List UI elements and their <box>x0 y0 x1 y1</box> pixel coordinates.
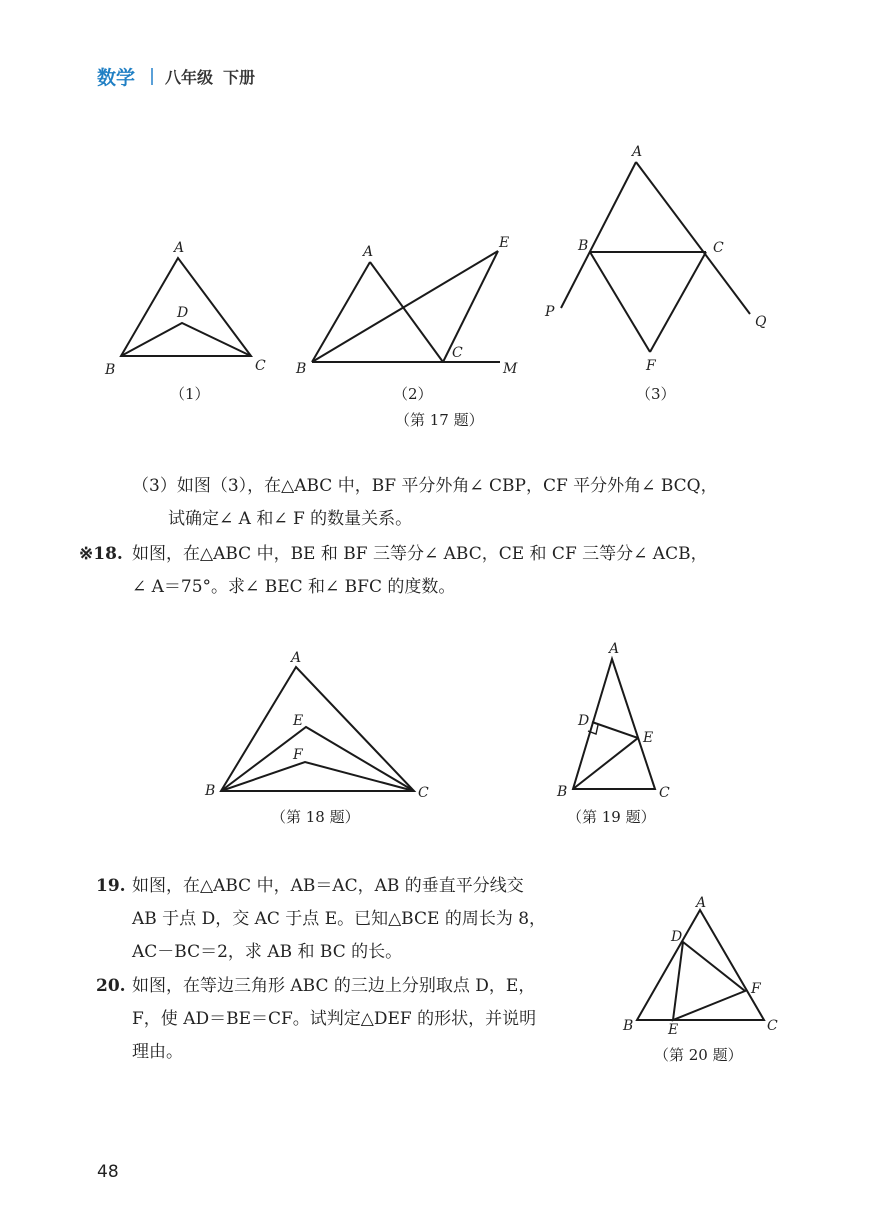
label-a: A <box>174 240 185 256</box>
question-18-line-2: ∠ A＝75°。求∠ BEC 和∠ BFC 的度数。 <box>132 577 456 597</box>
label-b: B <box>623 1018 634 1034</box>
question-17-part-3-line-2: 试确定∠ A 和∠ F 的数量关系。 <box>168 509 413 529</box>
label-a: A <box>696 895 707 911</box>
label-e: E <box>643 730 654 746</box>
question-18-line-1: 如图，在△ABC 中，BE 和 BF 三等分∠ ABC，CE 和 CF 三等分∠ ACB， <box>132 544 708 564</box>
figure-17-1 <box>104 240 266 403</box>
label-c: C <box>767 1018 778 1034</box>
segments-bd-dc <box>121 323 251 356</box>
segment-de <box>592 722 638 738</box>
caption-sub-3: （3） <box>636 385 676 403</box>
triangle-def <box>673 942 745 1020</box>
grade-label: 八年级 <box>165 67 214 87</box>
question-17-part-3-line-1: （3）如图（3），在△ABC 中，BF 平分外角∠ CBP，CF 平分外角∠ BCQ， <box>132 476 718 496</box>
triangle-abc <box>637 910 764 1020</box>
figure-17-3 <box>544 144 767 403</box>
label-q: Q <box>755 314 767 330</box>
figure-17-2 <box>295 235 518 403</box>
figure-18 <box>204 650 429 826</box>
label-a: A <box>632 144 643 160</box>
label-a: A <box>291 650 302 666</box>
label-f: F <box>751 981 761 997</box>
triangle-abc <box>221 667 414 791</box>
caption-sub-1: （1） <box>170 385 210 403</box>
segments-bf-fc <box>221 762 414 791</box>
label-f: F <box>646 358 656 374</box>
label-a: A <box>363 244 374 260</box>
question-20-line-1: 如图，在等边三角形 ABC 的三边上分别取点 D，E， <box>132 976 536 996</box>
question-19-line-3: AC－BC＝2，求 AB 和 BC 的长。 <box>132 942 403 962</box>
volume-label: 下册 <box>223 67 256 87</box>
label-p: P <box>545 304 555 320</box>
figure-19 <box>556 641 670 826</box>
question-20-line-3: 理由。 <box>132 1042 183 1062</box>
label-e: E <box>668 1022 679 1038</box>
figure-18-caption: （第 18 题） <box>271 808 360 826</box>
question-19-line-2: AB 于点 D，交 AC 于点 E。已知△BCE 的周长为 8， <box>132 909 547 929</box>
label-c: C <box>452 345 463 361</box>
label-d: D <box>671 929 683 945</box>
segment-be <box>573 738 638 789</box>
question-18-number: ※18. <box>79 544 123 564</box>
label-b: B <box>557 784 568 800</box>
figure-20 <box>622 895 778 1064</box>
label-f: F <box>293 747 303 763</box>
label-b: B <box>105 362 116 378</box>
label-m: M <box>503 361 518 377</box>
label-b: B <box>205 783 216 799</box>
ray-ap <box>561 162 636 308</box>
label-d: D <box>578 713 590 729</box>
label-a: A <box>609 641 620 657</box>
label-c: C <box>418 785 429 801</box>
question-19-line-1: 如图，在△ABC 中，AB＝AC，AB 的垂直平分线交 <box>132 876 524 896</box>
question-20-line-2: F，使 AD＝BE＝CF。试判定△DEF 的形状，并说明 <box>132 1009 537 1029</box>
figure-17-caption: （第 17 题） <box>395 411 484 429</box>
caption-sub-2: （2） <box>393 385 433 403</box>
figure-20-caption: （第 20 题） <box>654 1046 743 1064</box>
label-b: B <box>296 361 307 377</box>
label-d: D <box>177 305 189 321</box>
figure-19-caption: （第 19 题） <box>567 808 656 826</box>
label-b: B <box>578 238 589 254</box>
label-c: C <box>659 785 670 801</box>
segment-ab <box>312 262 370 362</box>
label-c: C <box>255 358 266 374</box>
label-e: E <box>499 235 510 251</box>
label-c: C <box>713 240 724 256</box>
segment-ac <box>370 262 443 362</box>
page-number: 48 <box>97 1162 119 1182</box>
label-e: E <box>293 713 304 729</box>
question-19-number: 19. <box>96 876 126 896</box>
question-20-number: 20. <box>96 976 126 996</box>
segment-cf <box>650 252 706 352</box>
ray-aq <box>636 162 750 314</box>
subject-title: 数学 <box>97 66 136 89</box>
segment-bf <box>590 252 650 352</box>
